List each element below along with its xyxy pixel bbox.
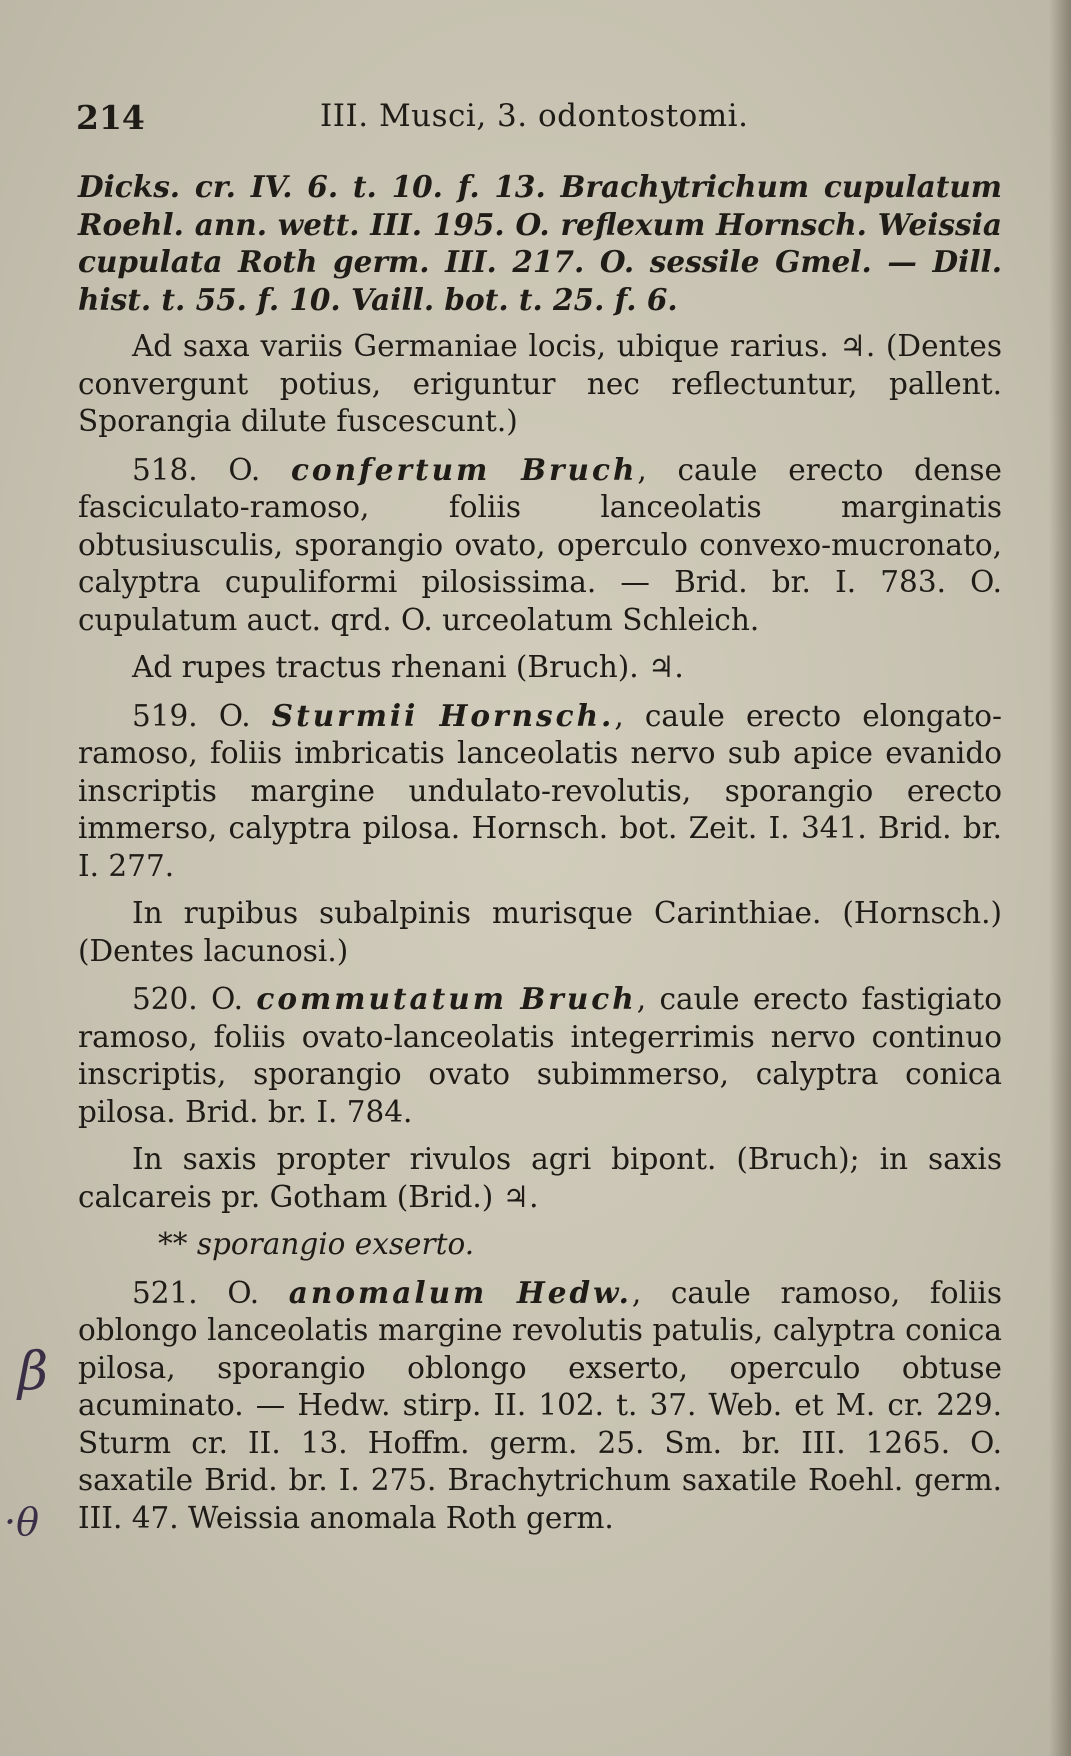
species-author: Hedw. bbox=[516, 1274, 632, 1310]
species-author: Bruch bbox=[520, 981, 637, 1016]
species-author: Bruch bbox=[521, 451, 638, 487]
margin-annotation-theta: ·θ bbox=[4, 1500, 39, 1544]
habitat-519: In rupibus subalpinis murisque Carinthiae. (Hornsch.) (Dentes lacunosi.) bbox=[78, 896, 1002, 968]
species-epithet: confertum bbox=[290, 451, 491, 487]
species-epithet: anomalum bbox=[288, 1274, 488, 1310]
species-description: , caule ramoso, foliis oblongo lanceolatis margine revolutis patulis, calyptra conica pilosa, sporangio oblongo exserto, operculo obtuse acuminato. — Hedw. stirp. II. 102. t. 37. Web. et M. cr. 229. Sturm cr. II. 13. Hoffm. germ. 25. Sm. br. III. 1265. O. saxatile Brid. br. I. 275. Brachytrichum saxatile Roehl. germ. III. 47. Weissia anomala Roth germ. bbox=[78, 1275, 1002, 1535]
species-number: 518. O. bbox=[132, 452, 261, 487]
subheading: ** sporangio exserto. bbox=[158, 1227, 475, 1261]
species-518 bbox=[78, 451, 1002, 640]
species-epithet: Sturmii bbox=[271, 697, 419, 733]
margin-annotation-beta: β bbox=[18, 1342, 49, 1402]
species-author: Hornsch. bbox=[439, 697, 615, 733]
page-header bbox=[76, 98, 1006, 138]
species-520 bbox=[78, 980, 1002, 1131]
page-text bbox=[78, 168, 1002, 1537]
species-description: , caule erecto dense fasciculato-ramoso, foliis lanceolatis marginatis obtusiusculis, sporangio ovato, operculo convexo-mucronato, calyptra cupuliformi pilosissima. — Brid. br. I. 783. O. cupulatum auct. qrd. O. urceolatum Schleich. bbox=[78, 452, 1002, 637]
habitat-continued: Ad saxa variis Germaniae locis, ubique rarius. ♃. (Dentes convergunt potius, eriguntur nec reflectuntur, pallent. Sporangia dilute fuscescunt.) bbox=[78, 329, 1002, 438]
species-number: 520. O. bbox=[132, 982, 243, 1016]
species-521 bbox=[78, 1274, 1002, 1538]
page-edge-shadow bbox=[1049, 0, 1071, 1756]
habitat-520: In saxis propter rivulos agri bipont. (Bruch); in saxis calcareis pr. Gotham (Brid.) ♃. bbox=[78, 1142, 1002, 1214]
species-number: 521. O. bbox=[132, 1275, 260, 1310]
species-description: , caule erecto fastigiato ramoso, foliis ovato-lanceolatis integerrimis nervo continuo inscriptis, sporangio ovato subimmerso, calyptra conica pilosa. Brid. br. I. 784. bbox=[78, 982, 1002, 1129]
page-number: 214 bbox=[76, 98, 145, 137]
running-title: III. Musci, 3. odontostomi. bbox=[320, 98, 749, 134]
habitat-518: Ad rupes tractus rhenani (Bruch). ♃. bbox=[132, 650, 684, 684]
species-description: , caule erecto elongato-ramoso, foliis imbricatis lanceolatis nervo sub apice evanido inscriptis margine undulato-revolutis, sporangio erecto immerso, calyptra pilosa. Hornsch. bot. Zeit. I. 341. Brid. br. I. 277. bbox=[78, 698, 1002, 883]
species-epithet: commutatum bbox=[256, 981, 507, 1016]
species-519 bbox=[78, 697, 1002, 886]
species-number: 519. O. bbox=[132, 698, 251, 733]
continued-synonymy: Dicks. cr. IV. 6. t. 10. f. 13. Brachytrichum cupulatum Roehl. ann. wett. III. 195. O. reflexum Hornsch. Weissia cupulata Roth germ. III. 217. O. sessile Gmel. — Dill. hist. t. 55. f. 10. Vaill. bot. t. 25. f. 6. bbox=[78, 169, 1002, 317]
